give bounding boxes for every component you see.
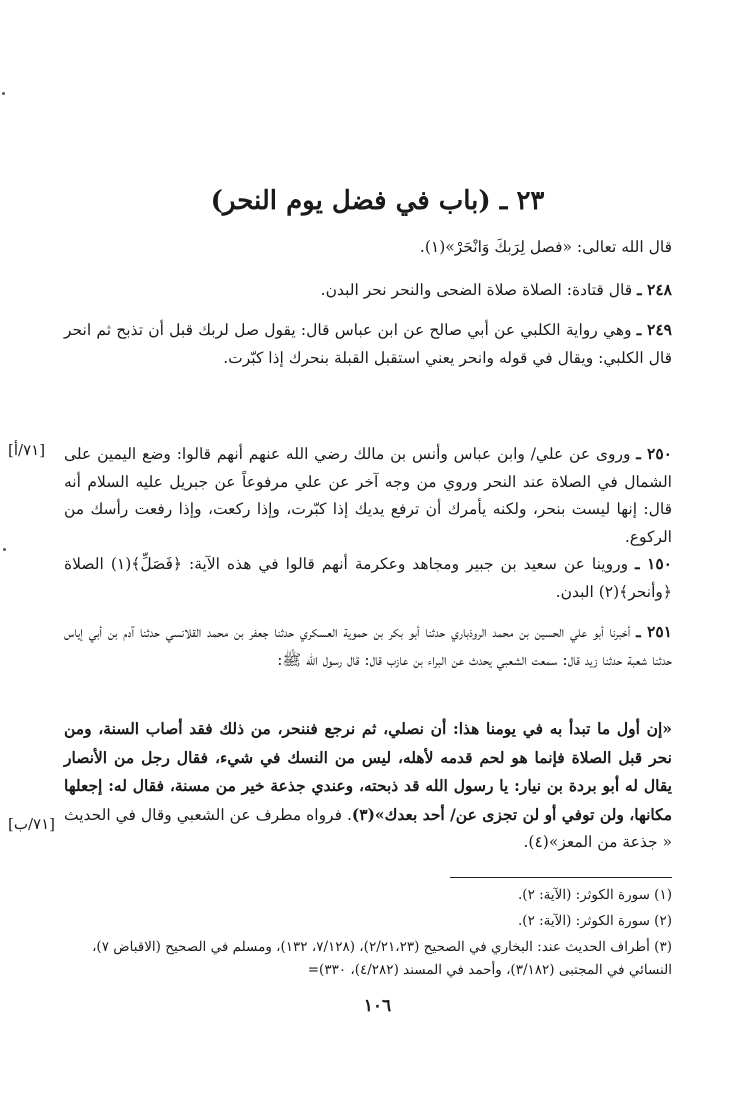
paragraph-150 (64, 550, 672, 606)
footnote-divider (450, 877, 672, 878)
intro-verse: قال الله تعالى: «فصل لِرَبكَ وَانْحَرْ»(١). (419, 238, 672, 256)
paragraph-text: وروى عن علي/ وابن عباس وأنس بن مالك رضي الله عنهم أنهم قالوا: وضع اليمين على الشمال في الصلاة عند النحر وروي من وجه آخر عن علي مرفوعاً عن جبريل عليه السلام أنه قال: إنها ليست بنحر، ولكنه يأمرك أن ترفع يديك إذا كبّرت، وإذا ركعت، وإذا رفعت رأسك من الركوع. (64, 445, 672, 546)
paragraph-248 (64, 276, 672, 305)
hadith-text (64, 715, 672, 857)
paragraph-text: قال قتادة: الصلاة صلاة الضحى والنحر نحر البدن. (320, 281, 638, 299)
hadith-quote: «إن أول ما تبدأ به في يومنا هذا: أن نصلي، ثم نرجع فننحر، من ذلك فقد أصاب السنة، ومن نحر قبل الصلاة فإنما هو لحم قدمه لأهله، ليس من النسك في شيء، فقال رجل من الأنصار يقال له أبو بردة بن نيار: يا رسول الله قد ذبحته، وعندي جذعة خير من مسنة، فقال له: إجعلها مكانها، ولن توفي أو لن تجزى عن/ أحد بعدك»(٣) (64, 719, 672, 824)
footnote-2: (٢) سورة الكوثر: (الآية: ٢). (518, 913, 672, 929)
page-number: ١٠٦ (363, 996, 392, 1016)
hadith-narration-tail: . فرواه مطرف عن الشعبي وقال في الحديث « جذعة من المعز»(٤). (64, 805, 672, 851)
paragraph-number: ١٥٠ ـ (635, 554, 672, 573)
paragraph-number: ٢٤٩ ـ (636, 320, 673, 339)
paragraph-number: ٢٥٠ ـ (636, 444, 673, 463)
paragraph-number: ٢٤٨ ـ (637, 280, 672, 299)
paragraph-number: ٢٥١ ـ (636, 622, 672, 641)
footnote-1: (١) سورة الكوثر: (الآية: ٢). (518, 887, 672, 903)
margin-folio-note: [٧١/ب] (8, 815, 56, 833)
paragraph-text: أخبرنا أبو علي الحسين بن محمد الروذباري حدثنا أبو بكر بن حموية العسكري حدثنا جعفر بن محمد القلانسي حدثنا آدم بن أبي إياس حدثنا شعبة حدثنا زيد قال: سمعت الشعبي يحدث عن البراء بن عازب قال: قال رسول الله ﷺ: (64, 623, 672, 669)
paragraph-text: وروينا عن سعيد بن جبير ومجاهد وعكرمة أنهم قالوا في هذه الآية: ﴿فَصَلِّ﴾(١) الصلاة ﴿وأنحر﴾(٢) البدن. (64, 555, 672, 601)
paragraph-250 (64, 440, 672, 551)
paragraph-text: وهي رواية الكلبي عن أبي صالح عن ابن عباس قال: يقول صل لربك قبل أن تذبح ثم انحر قال الكلبي: ويقال في قوله وانحر يعني استقبل القبلة بنحرك إذا كبّرت. (64, 321, 672, 367)
chapter-title: ٢٣ ـ (باب في فضل يوم النحر) (210, 186, 545, 216)
scan-speck (2, 92, 5, 95)
scan-speck (3, 548, 6, 551)
paragraph-251 (64, 618, 672, 674)
paragraph-249 (64, 316, 672, 372)
footnote-3: (٣) أطراف الحديث عند: البخاري في الصحيح (٢/٢١،٢٣)، (٧/١٢٨، ١٣٢)، ومسلم في الصحيح (الاقباض ٧)، النسائي في المجتبى (٣/١٨٢)، وأحمد في المسند (٤/٢٨٢)، ٣٣٠)= (92, 939, 672, 978)
margin-folio-note: [٧١/أ] (8, 441, 46, 459)
